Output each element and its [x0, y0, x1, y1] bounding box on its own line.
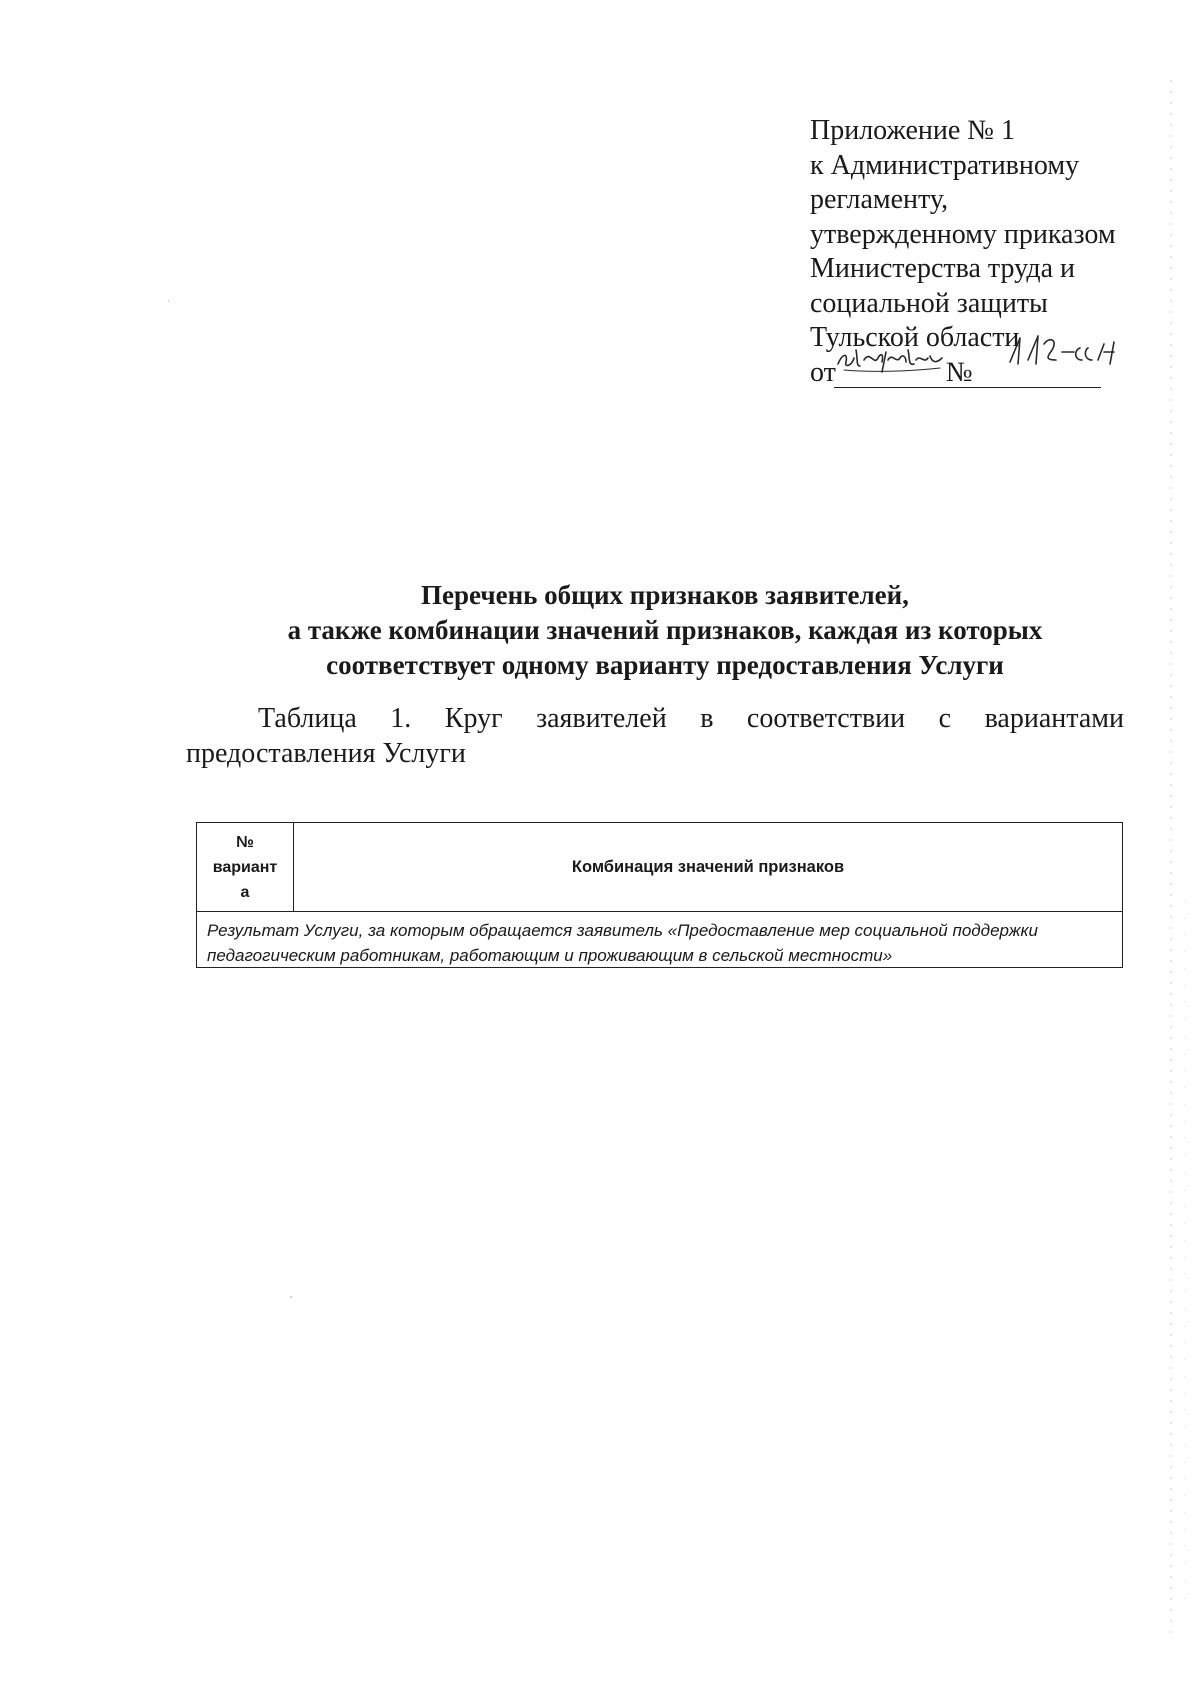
caption-word: с — [938, 703, 952, 734]
scan-speck — [290, 1296, 292, 1298]
document-title — [150, 578, 1180, 683]
caption-first-line — [186, 701, 1124, 736]
number-prefix: № — [945, 356, 973, 388]
result-line: педагогическим работникам, работающим и проживающим в сельской местности» — [207, 946, 893, 965]
title-line: Перечень общих признаков заявителей, — [421, 580, 909, 610]
signature-underline — [834, 387, 1101, 388]
order-date-number-line — [810, 356, 1093, 391]
caption-word: Круг — [444, 703, 503, 734]
appendix-line: утвержденному приказом — [810, 218, 1116, 250]
scan-speck — [168, 300, 169, 302]
caption-second-line: предоставления Услуги — [186, 738, 466, 769]
header-num-line: а — [240, 883, 250, 901]
scan-edge-noise — [1184, 900, 1186, 1600]
title-line: соответствует одному варианту предоставления Услуги — [326, 650, 1004, 680]
caption-word: заявителей — [536, 703, 667, 734]
appendix-block — [810, 114, 1170, 390]
variants-table — [196, 822, 1123, 968]
caption-word: Таблица — [258, 703, 357, 734]
caption-word: в — [700, 703, 714, 734]
appendix-line: Приложение № 1 — [810, 115, 1015, 146]
table-result-row — [197, 912, 1122, 967]
title-line: а также комбинации значений признаков, каждая из которых — [287, 615, 1043, 645]
table-caption — [186, 701, 1124, 771]
header-num-line: № — [236, 833, 254, 851]
header-variant-number — [197, 823, 294, 911]
table-header-row — [197, 823, 1122, 912]
date-prefix: от — [810, 356, 836, 388]
appendix-line: Тульской области — [810, 322, 1020, 353]
header-combination: Комбинация значений признаков — [571, 857, 845, 876]
caption-word: вариантами — [984, 703, 1124, 734]
appendix-line: социальной защиты — [810, 287, 1048, 319]
header-num-line: вариант — [212, 858, 278, 876]
caption-word: соответствии — [746, 703, 906, 734]
scan-edge-noise — [1170, 80, 1172, 1640]
caption-word: 1. — [390, 703, 412, 734]
appendix-line: Министерства труда и — [810, 253, 1075, 284]
appendix-line: регламенту, — [810, 184, 949, 215]
result-line: Результат Услуги, за которым обращается заявитель «Предоставление мер социальной поддержки — [207, 921, 1038, 940]
appendix-line: к Административному — [810, 149, 1080, 181]
